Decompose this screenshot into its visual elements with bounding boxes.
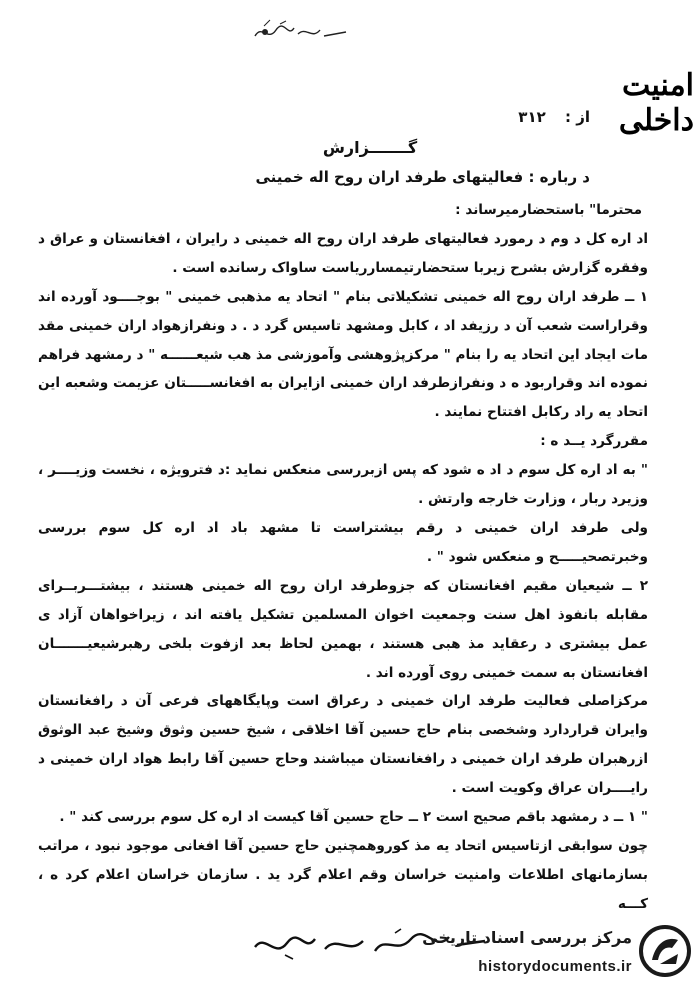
paragraph: مقررگرد یــد ه : [540,433,648,450]
watermark-url: historydocuments.ir [478,958,632,975]
from-line [410,108,590,126]
paragraph: ولی طرفد اران خمینی د رقم بیشتراست تا مشهد باد اد اره کل سوم بررسی وخبرتصحیـــــح و منعکس شود " . [38,519,648,565]
paragraph: مرکزاصلی فعالیت طرفد اران خمینی د رعراق است وپایگاههای فرعی آن د رافغانستان وایران قراردارد وشخصی بنام حاج حسین آقا اخلاقی ، شیخ حسین وثوق وشیخ عبد الوثوق ازرهبران طرفد اران خمینی د رافغانستان میباشند وحاج حسین آقا رابط هواد اران خمینی د رایــــران عراق وکویت است . [38,693,648,797]
classification-stamp: امنیت داخلی [618,68,694,138]
paragraph: اد اره کل د وم د رمورد فعالیتهای طرفد اران روح اله خمینی د رایران ، افغانستان و عراق د وفقره گزارش بشرح زیربا ستحضارتیمسارریاست ساواک رسانده است . [38,230,648,276]
watermark-org-name: مرکز بررسی اسناد تاریخی [422,928,632,947]
paragraph: " ۱ ــ د رمشهد باقم صحیح است ۲ ــ حاج حسین آقا کیست اد اره کل سوم بررسی کند " . [59,809,648,826]
handwritten-note-scribble [250,18,360,46]
from-number: ۳۱۲ [518,108,546,126]
paragraph: ۱ ــ طرفد اران روح اله خمینی تشکیلاتی بنام " اتحاد یه مذهبی خمینی " بوجــــود آورده اند وقراراست شعب آن د رزیفد اد ، کابل ومشهد تاسیس گرد د . د ونفرازهواد اران خمینی مقد مات ایجاد این اتحاد یه را بنام " مرکزپژوهشی وآموزشی مذ هب شیعــــــه " د رمشهد فراهم نموده اند وقراربود ه د ونفرازطرفد اران خمینی ازایران به افغانســـــتان عزیمت وشعبه این اتحاد یه راد رکابل افتتاح نمایند . [38,288,648,421]
subject-line: د رباره : فعالیتهای طرفد اران روح اله خمینی [255,168,590,186]
paragraph: چون سوابقی ازتاسیس اتحاد یه مذ کوروهمچنین حاج حسین آقا افغانی موجود نبود ، مراتب بسازمانهای اطلاعات وامنیت خراسان وقم اعلام گرد ید . سازمان خراسان اعلام کرد ه ، کـــه [38,837,648,912]
handwritten-note [250,18,360,46]
from-label: از : [565,108,590,126]
salutation: محترما" باستحضارمیرساند : [455,202,642,218]
paragraph: ۲ ــ شیعیان مقیم افغانستان که جزوطرفد اران روح اله خمینی هستند ، بیشتـــربــرای مقابله بانفوذ اهل سنت وجمعیت اخوان المسلمین تشکیل یافته اند ، زیراخواهان آزاد ی عمل بیشتری د رعقاید مذ هبی هستند ، بهمین لحاظ بعد ازفوت بلخی رهبرشیعیـــــــان افغانستان به سمت خمینی روی آورده اند . [38,577,648,681]
report-body [38,196,648,919]
paragraph: " به اد اره کل سوم د اد ه شود که پس ازبررسی منعکس نماید :د فترویژه ، نخست وزیــــر ، وزیرد ربار ، وزارت خارجه وارتش . [38,462,648,508]
report-title: گـــــــزارش [322,138,418,157]
archive-watermark [392,918,692,986]
archive-logo-icon [638,924,692,978]
